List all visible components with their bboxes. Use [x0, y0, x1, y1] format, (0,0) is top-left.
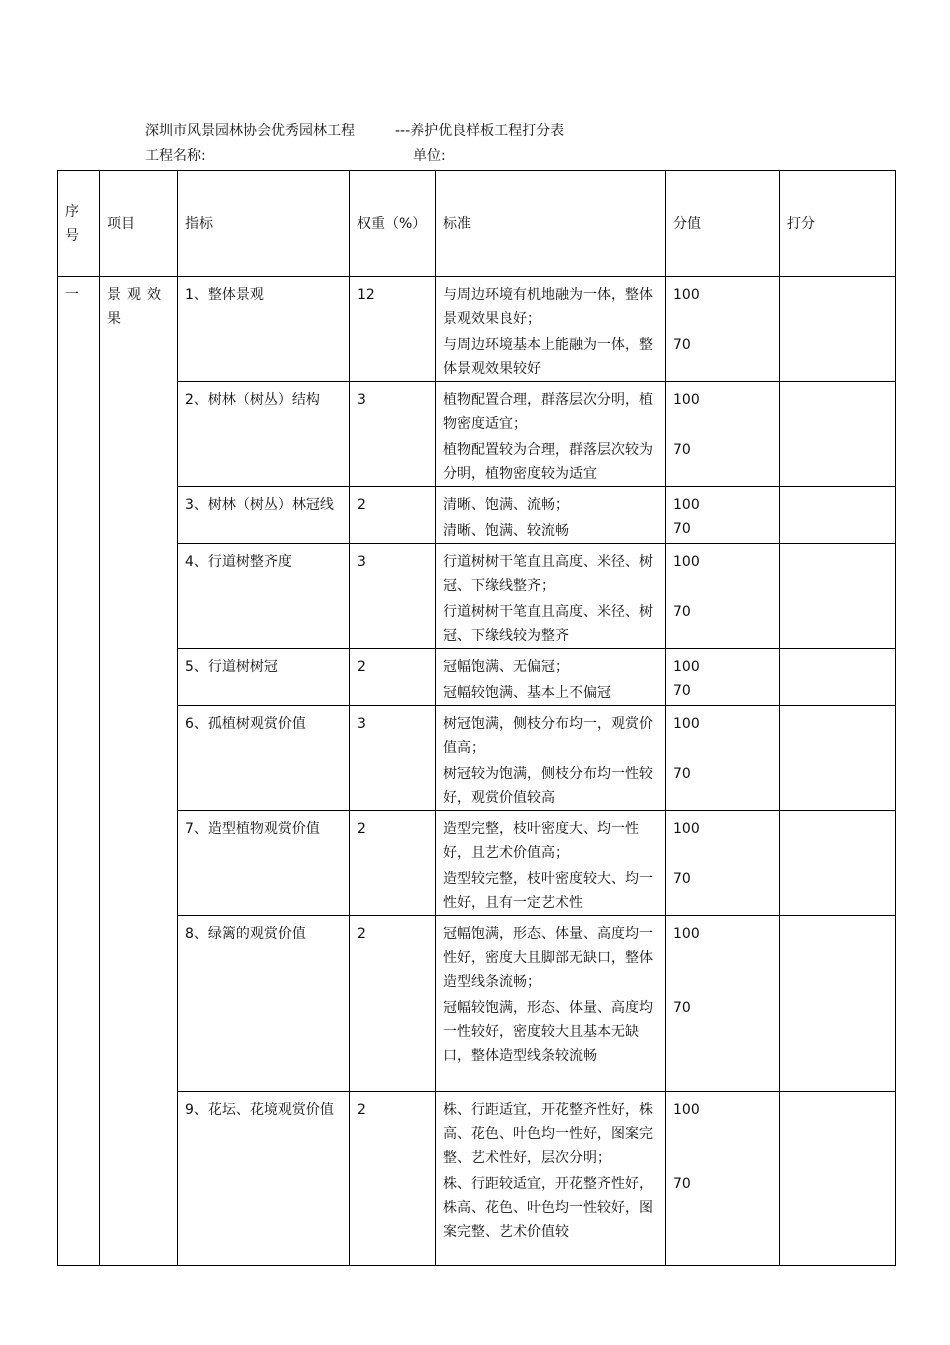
score-value: 100 [673, 554, 700, 570]
indicator-cell: 6、孤植树观赏价值 [178, 706, 350, 811]
standard-text: 冠幅较饱满、基本上不偏冠 [443, 685, 611, 701]
document-meta [145, 145, 446, 165]
table-row [58, 706, 896, 811]
section-seq: 一 [58, 277, 100, 1266]
standard-text: 株、行距适宜，开花整齐性好，株高、花色、叶色均一性好，图案完整、艺术性好，层次分明； [443, 1102, 653, 1166]
standard-text: 与周边环境基本上能融为一体，整体景观效果较好 [443, 337, 653, 377]
score-value: 70 [673, 521, 691, 537]
rating-cell[interactable] [780, 277, 896, 382]
score-value-cell [666, 1092, 780, 1266]
standard-text: 造型完整，枝叶密度大、均一性好，且艺术价值高； [443, 821, 639, 861]
indicator-cell: 9、花坛、花境观赏价值 [178, 1092, 350, 1266]
weight-cell: 3 [350, 544, 436, 649]
table-row [58, 916, 896, 1092]
weight-cell: 2 [350, 916, 436, 1092]
rating-cell[interactable] [780, 544, 896, 649]
standard-text: 植物配置合理，群落层次分明，植物密度适宜； [443, 392, 653, 432]
indicator-cell: 2、树林（树丛）结构 [178, 382, 350, 487]
rating-cell[interactable] [780, 916, 896, 1092]
table-row [58, 382, 896, 487]
rating-cell[interactable] [780, 706, 896, 811]
score-value-cell [666, 544, 780, 649]
title-left: 深圳市风景园林协会优秀园林工程 [145, 123, 355, 139]
standard-cell [436, 649, 666, 706]
score-value-cell [666, 487, 780, 544]
header-rating: 打分 [780, 171, 896, 277]
header-score-value: 分值 [666, 171, 780, 277]
indicator-cell: 1、整体景观 [178, 277, 350, 382]
rating-cell[interactable] [780, 382, 896, 487]
standard-cell [436, 544, 666, 649]
standard-text: 树冠较为饱满，侧枝分布均一性较好，观赏价值较高 [443, 766, 653, 806]
weight-cell: 2 [350, 811, 436, 916]
score-value-cell [666, 649, 780, 706]
standard-cell [436, 916, 666, 1092]
rating-cell[interactable] [780, 1092, 896, 1266]
table-row [58, 487, 896, 544]
indicator-cell: 8、绿篱的观赏价值 [178, 916, 350, 1092]
score-value-cell [666, 277, 780, 382]
standard-cell [436, 277, 666, 382]
score-value: 100 [673, 659, 700, 675]
score-value: 100 [673, 1102, 700, 1118]
standard-cell [436, 487, 666, 544]
header-seq: 序号 [58, 171, 100, 277]
section-item: 景观效果 [100, 277, 178, 1266]
score-value: 100 [673, 926, 700, 942]
weight-cell: 2 [350, 487, 436, 544]
standard-cell [436, 1092, 666, 1266]
score-value: 100 [673, 821, 700, 837]
table-header-row [58, 171, 896, 277]
standard-cell [436, 811, 666, 916]
standard-text: 清晰、饱满、较流畅 [443, 523, 569, 539]
weight-cell: 2 [350, 1092, 436, 1266]
table-row [58, 649, 896, 706]
standard-cell [436, 382, 666, 487]
standard-text: 造型较完整，枝叶密度较大、均一性好，且有一定艺术性 [443, 871, 653, 911]
standard-text: 冠幅较饱满，形态、体量、高度均一性较好，密度较大且基本无缺口，整体造型线条较流畅 [443, 1000, 653, 1064]
score-value: 70 [673, 442, 691, 458]
standard-text: 植物配置较为合理，群落层次较为分明，植物密度较为适宜 [443, 442, 653, 482]
score-value: 70 [673, 1000, 691, 1016]
score-table [57, 170, 896, 1266]
score-value: 70 [673, 604, 691, 620]
weight-cell: 12 [350, 277, 436, 382]
score-value: 100 [673, 497, 700, 513]
indicator-cell: 4、行道树整齐度 [178, 544, 350, 649]
weight-cell: 2 [350, 649, 436, 706]
score-value-cell [666, 382, 780, 487]
score-value: 70 [673, 337, 691, 353]
score-value-cell [666, 706, 780, 811]
standard-text: 行道树树干笔直且高度、米径、树冠、下缘线较为整齐 [443, 604, 653, 644]
rating-cell[interactable] [780, 811, 896, 916]
unit-label: 单位: [413, 148, 446, 164]
indicator-cell: 7、造型植物观赏价值 [178, 811, 350, 916]
indicator-cell: 5、行道树树冠 [178, 649, 350, 706]
header-indicator: 指标 [178, 171, 350, 277]
standard-text: 行道树树干笔直且高度、米径、树冠、下缘线整齐； [443, 554, 653, 594]
project-name-label: 工程名称: [145, 148, 206, 164]
indicator-cell: 3、树林（树丛）林冠线 [178, 487, 350, 544]
score-value: 70 [673, 766, 691, 782]
score-value: 70 [673, 1176, 691, 1192]
standard-text: 树冠饱满，侧枝分布均一，观赏价值高； [443, 716, 653, 756]
standard-text: 冠幅饱满、无偏冠； [443, 659, 569, 675]
score-value: 70 [673, 683, 691, 699]
header-standard: 标准 [436, 171, 666, 277]
score-value: 100 [673, 392, 700, 408]
rating-cell[interactable] [780, 649, 896, 706]
table-row [58, 1092, 896, 1266]
rating-cell[interactable] [780, 487, 896, 544]
document-title [145, 120, 565, 140]
title-right: ---养护优良样板工程打分表 [395, 123, 565, 139]
score-value: 100 [673, 716, 700, 732]
standard-text: 清晰、饱满、流畅； [443, 497, 569, 513]
score-value: 100 [673, 287, 700, 303]
score-value-cell [666, 916, 780, 1092]
standard-text: 冠幅饱满，形态、体量、高度均一性好，密度大且脚部无缺口，整体造型线条流畅； [443, 926, 653, 990]
score-value: 70 [673, 871, 691, 887]
table-row [58, 811, 896, 916]
header-weight: 权重（%） [350, 171, 436, 277]
weight-cell: 3 [350, 706, 436, 811]
standard-text: 与周边环境有机地融为一体，整体景观效果良好； [443, 287, 653, 327]
standard-cell [436, 706, 666, 811]
table-row [58, 544, 896, 649]
score-value-cell [666, 811, 780, 916]
standard-text: 株、行距较适宜，开花整齐性好，株高、花色、叶色均一性较好，图案完整、艺术价值较 [443, 1176, 653, 1240]
table-row [58, 277, 896, 382]
weight-cell: 3 [350, 382, 436, 487]
header-item: 项目 [100, 171, 178, 277]
